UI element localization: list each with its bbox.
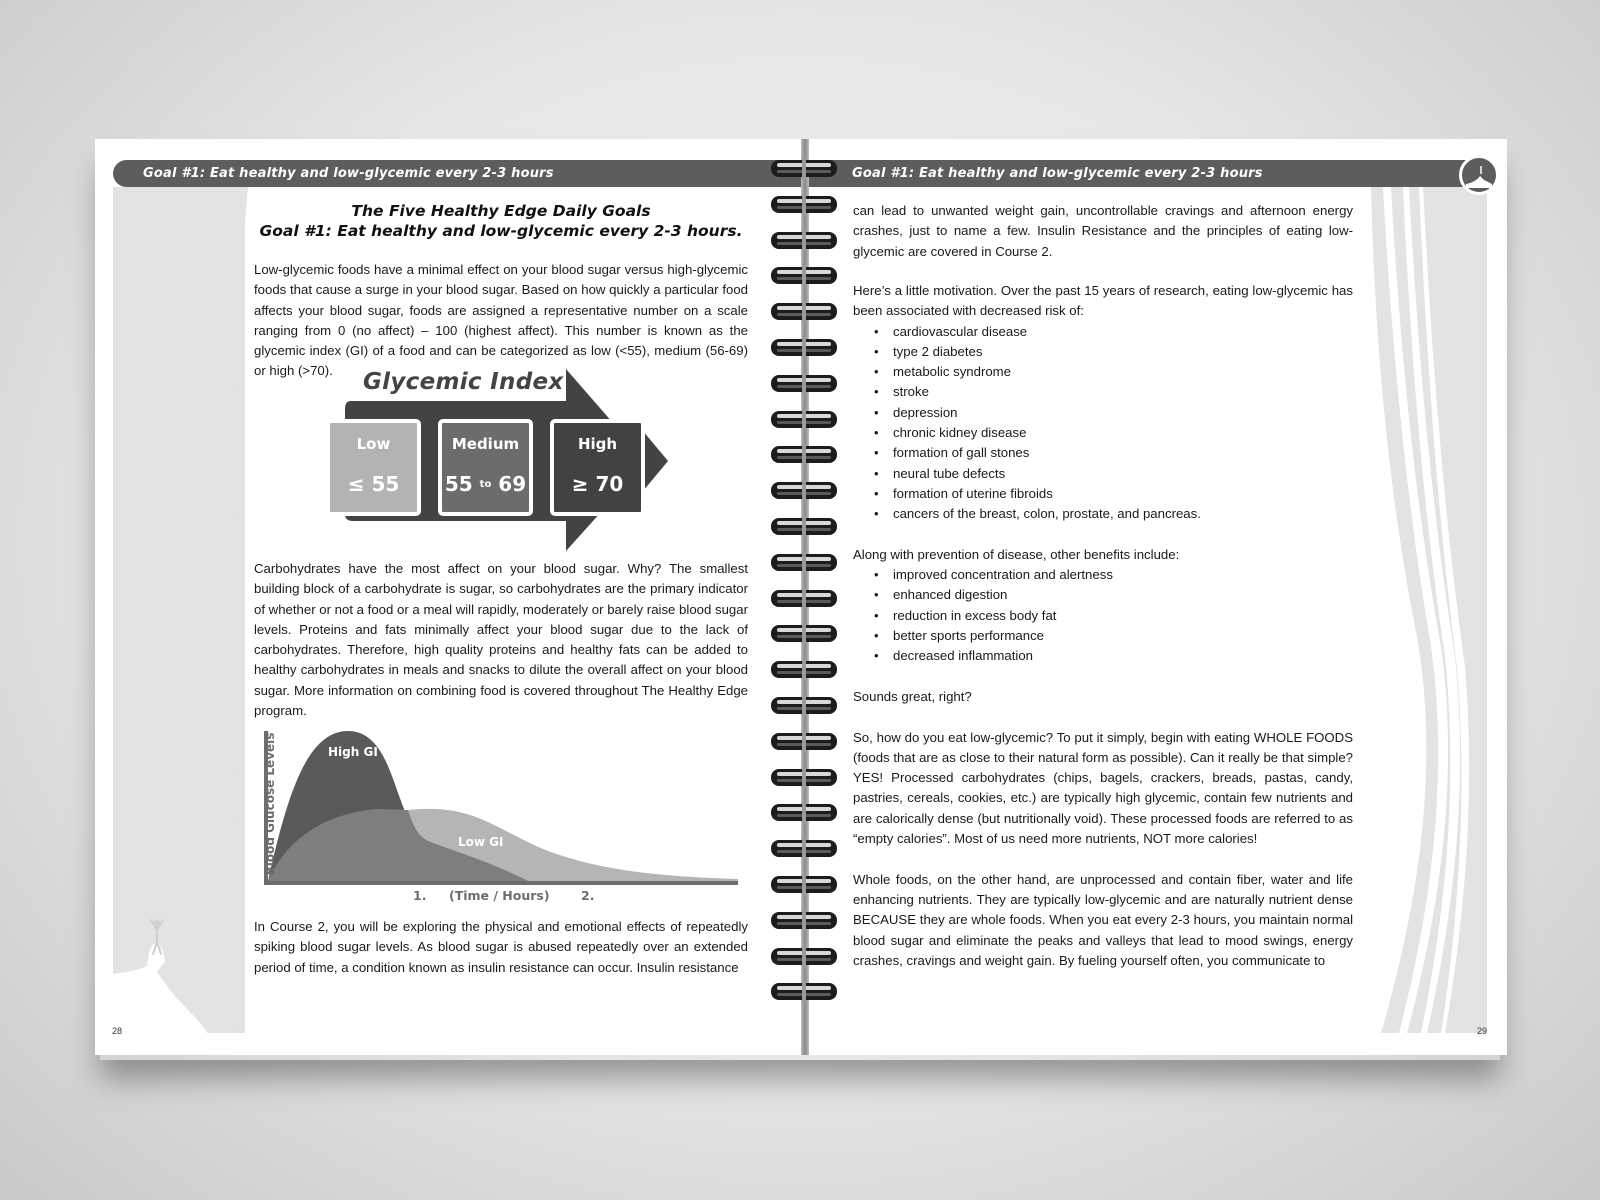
gi-high-label: High (577, 435, 618, 453)
paragraph: Carbohydrates have the most affect on your blood sugar. Why? The smallest building block of a carbohydrate is sugar, so carbohydrates are the primary indicator of whether or not a food or a meal will rapidly, moderately or barely raise blood sugar levels. Proteins and fats minimally affect your blood sugar due to the lack of carbohydrates. Therefore, high quality proteins and healthy fats can be added to healthy carbohydrates in meals and snacks to dilute the overall affect on your blood sugar. More information on combining food is covered throughout The Healthy Edge program. (254, 561, 748, 719)
paragraph: Here’s a little motivation. Over the past 15 years of research, eating low-glycemic has been associated with decreased risk of: (853, 283, 1353, 319)
binding-coil (769, 731, 839, 752)
risks-section (853, 281, 1353, 971)
binding-coil (769, 480, 839, 501)
header-text: Goal #1: Eat healthy and low-glycemic every 2-3 hours (143, 166, 554, 181)
binding-coil (769, 695, 839, 716)
binding-coil (769, 946, 839, 967)
binding-coil (769, 874, 839, 895)
glucose-curve-chart (248, 731, 748, 911)
right-page (807, 139, 1507, 1055)
glycemic-index-graphic (323, 369, 673, 551)
page-title-line2: Goal #1: Eat healthy and low-glycemic every 2-3 hours. (259, 222, 743, 240)
list-item: • formation of gall stones (853, 443, 1353, 463)
list-item: • metabolic syndrome (853, 362, 1353, 382)
page-number: 28 (112, 1026, 123, 1036)
gi-title: Glycemic Index (363, 369, 564, 395)
gi-medium-to: to (479, 479, 492, 490)
binding-coil (769, 623, 839, 644)
list-item: • formation of uterine fibroids (853, 484, 1353, 504)
header-bar (113, 160, 803, 187)
x-tick-1: 1. (413, 888, 427, 903)
left-side-band (113, 187, 245, 1033)
list-item: • reduction in excess body fat (853, 606, 1353, 626)
header-text: Goal #1: Eat healthy and low-glycemic every 2-3 hours (852, 166, 1263, 181)
binding-coil (769, 767, 839, 788)
binding-coil (769, 981, 839, 1002)
list-item: • enhanced digestion (853, 585, 1353, 605)
paragraph: Whole foods, on the other hand, are unprocessed and contain fiber, water and life enhancing nutrients. They are typically low-glycemic and are naturally nutrient dense BECAUSE they are whole foods. When you eat every 2-3 hours, you maintain normal blood sugar and eliminate the peaks and valleys that lead to mood swings, energy crashes, cravings and weight gain. By fueling yourself often, you communicate to (853, 871, 1353, 968)
header-bar (807, 160, 1487, 187)
binding-coil (769, 194, 839, 215)
page-number: 29 (1476, 1026, 1487, 1036)
binding-coil (769, 516, 839, 537)
list-item: • decreased inflammation (853, 646, 1353, 666)
binding-coil (769, 802, 839, 823)
gi-box-medium (438, 419, 533, 516)
series-label-low-gi: Low GI (458, 835, 504, 849)
mountain-emblem-icon (1459, 155, 1499, 195)
paragraph: can lead to unwanted weight gain, uncontrollable cravings and afternoon energy crashes, just to name a few. Insulin Resistance and the principles of eating low-glycemic are covered in Course 2. (853, 203, 1353, 259)
page-title-line1: The Five Healthy Edge Daily Goals (351, 202, 651, 220)
gi-box-high (550, 419, 645, 516)
chart-ylabel: Blood Glucose Levels (263, 732, 277, 876)
list-item: • cancers of the breast, colon, prostate, and pancreas. (853, 504, 1353, 524)
gi-medium-value-b: 69 (498, 472, 527, 496)
binding-coil (769, 659, 839, 680)
paragraph: In Course 2, you will be exploring the physical and emotional effects of repeatedly spiking blood sugar levels. As blood sugar is abused repeatedly over an extended period of time, a condition known as insulin resistance can occur. Insulin resistance (254, 919, 748, 975)
binding-coil (769, 373, 839, 394)
binding-coil (769, 588, 839, 609)
paragraph: Low-glycemic foods have a minimal effect on your blood sugar versus high-glycemic foods that cause a surge in your blood sugar. Based on how quickly a particular food affects your blood sugar, foods are assigned a representative number on a scale ranging from 0 (no affect) – 100 (highest affect). This number is known as the glycemic index (GI) of a food and can be categorized as low (<55), medium (56-69) or high (>70). (254, 262, 748, 379)
list-item: • stroke (853, 382, 1353, 402)
binding-coil (769, 552, 839, 573)
binding-coil (769, 838, 839, 859)
list-item: • type 2 diabetes (853, 342, 1353, 362)
gi-medium-value-a: 55 (444, 472, 473, 496)
benefit-list (853, 565, 1353, 666)
right-side-ribbons (1357, 187, 1487, 1033)
binding-coil (769, 337, 839, 358)
gi-low-value: ≤ 55 (347, 472, 400, 496)
list-item: • improved concentration and alertness (853, 565, 1353, 585)
risk-list (853, 322, 1353, 525)
paragraph: So, how do you eat low-glycemic? To put it simply, begin with eating WHOLE FOODS (foods that are as close to their natural form as possible). Can it really be that simple? YES! Processed carbohydrates (chips, bagels, crackers, breads, pastas, candy, pastries, cereals, cookies, etc.) are typically high glycemic, contain few nutrients and are calorically dense (but nutritionally void). These processed foods are referred to as “empty calories”. Most of us need more nutrients, NOT more calories! (853, 729, 1353, 847)
gi-low-label: Low (356, 435, 391, 453)
binding-coil (769, 301, 839, 322)
gi-high-value: ≥ 70 (571, 472, 624, 496)
x-tick-2: 2. (581, 888, 595, 903)
list-item: • cardiovascular disease (853, 322, 1353, 342)
mountain-figure-icon (113, 914, 243, 1034)
gi-medium-label: Medium (451, 435, 520, 453)
left-page (95, 139, 803, 1055)
binding-coil (769, 910, 839, 931)
gi-box-low (326, 419, 421, 516)
list-item: • depression (853, 403, 1353, 423)
glucose-curve-svg (248, 731, 748, 911)
binding-coil (769, 444, 839, 465)
binding-coil (769, 158, 839, 179)
series-label-high-gi: High GI (328, 745, 378, 759)
paragraph: Along with prevention of disease, other benefits include: (853, 546, 1180, 562)
binding-coil (769, 409, 839, 430)
list-item: • better sports performance (853, 626, 1353, 646)
left-band-curve (228, 187, 248, 1033)
list-item: • neural tube defects (853, 464, 1353, 484)
chart-xlabel: (Time / Hours) (449, 888, 550, 903)
binding-coil (769, 230, 839, 251)
gi-medium-value (442, 472, 529, 496)
binding-coil (769, 265, 839, 286)
paragraph: Sounds great, right? (853, 688, 972, 704)
list-item: • chronic kidney disease (853, 423, 1353, 443)
